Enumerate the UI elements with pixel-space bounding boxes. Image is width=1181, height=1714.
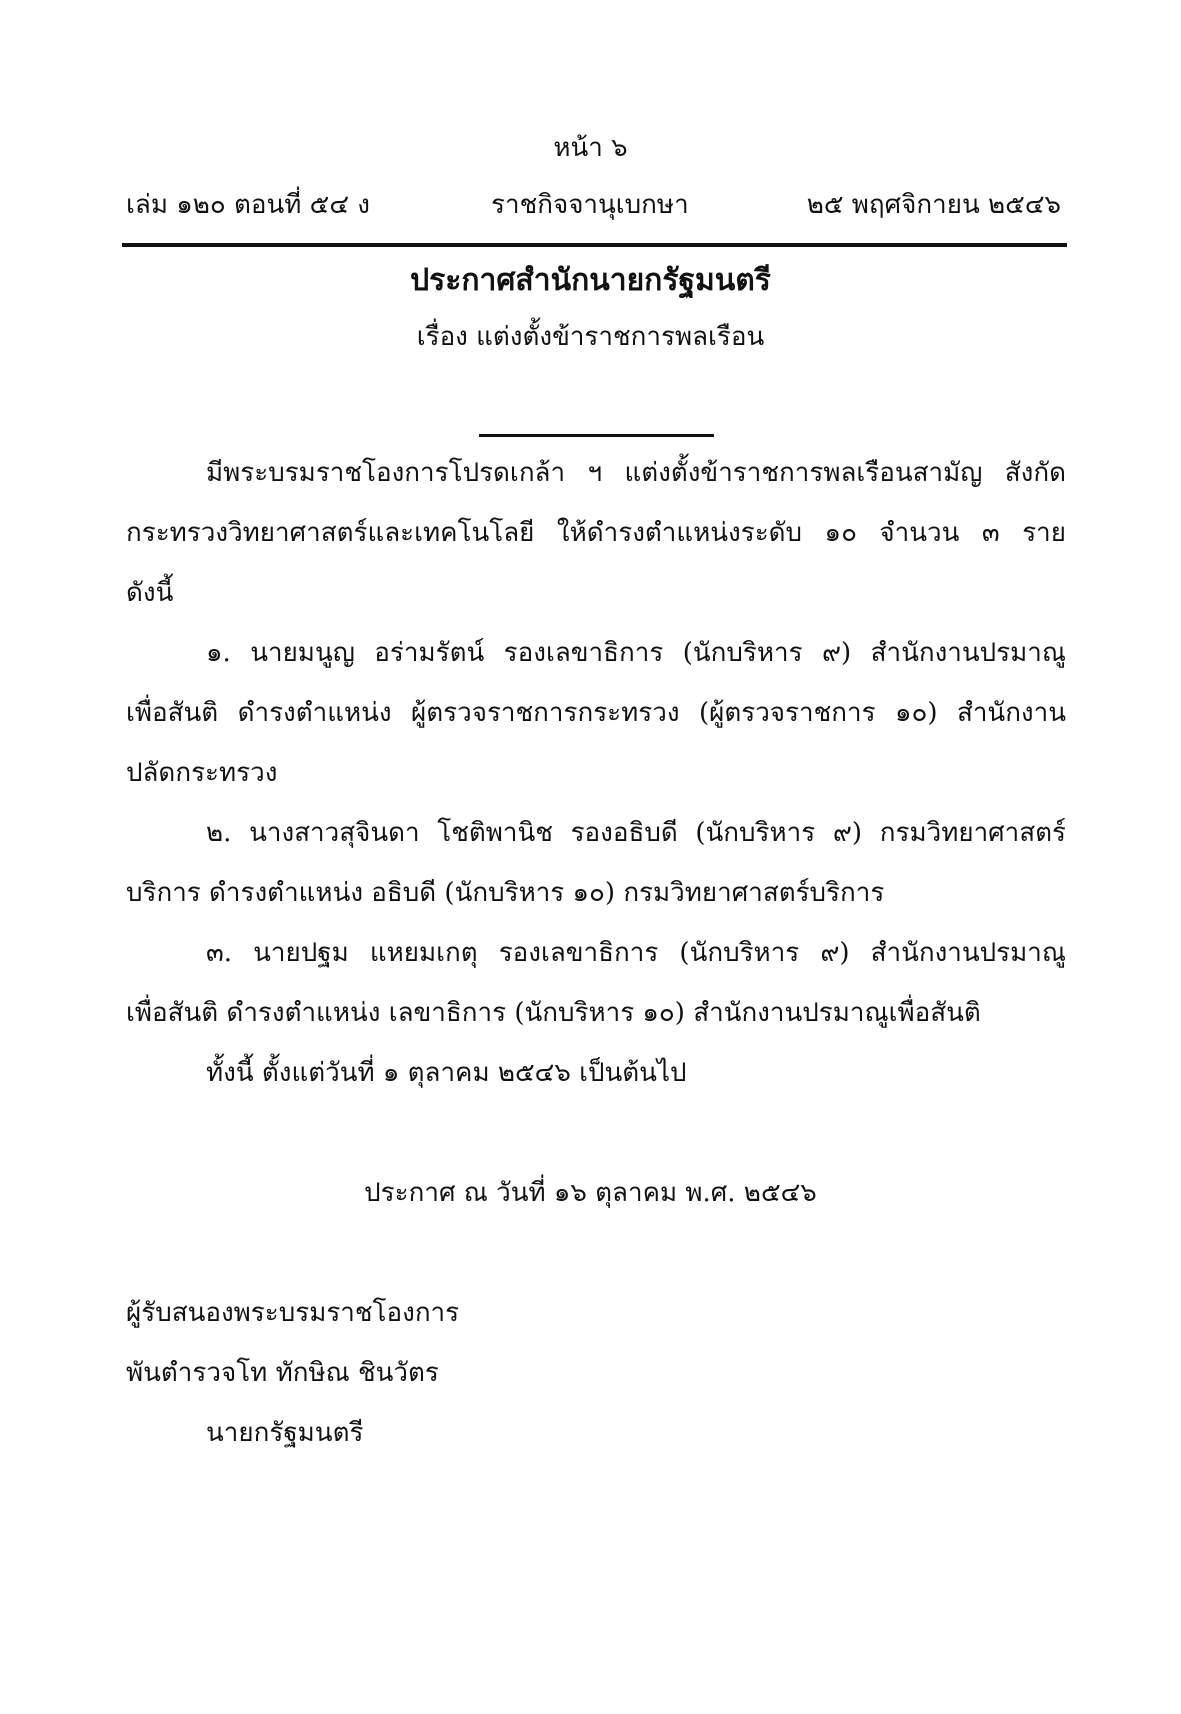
item-1-line-3: ปลัดกระทรวง: [126, 758, 278, 788]
item-3-line-2: เพื่อสันติ ดำรงตำแหน่ง เลขาธิการ (นักบริหาร ๑๐) สำนักงานปรมาณูเพื่อสันติ: [126, 998, 981, 1028]
announcement-title: ประกาศสำนักนายกรัฐมนตรี: [410, 263, 771, 298]
signatory-position: นายกรัฐมนตรี: [206, 1418, 364, 1448]
header-rule: [122, 243, 1067, 247]
publication-name: ราชกิจจานุเบกษา: [491, 190, 689, 220]
page-number: หน้า ๖: [553, 133, 628, 163]
item-2-line-1: ๒. นางสาวสุจินดา โชติพานิช รองอธิบดี (นักบริหาร ๙) กรมวิทยาศาสตร์: [206, 818, 1066, 848]
announcement-subject: เรื่อง แต่งตั้งข้าราชการพลเรือน: [416, 322, 765, 352]
intro-line-2: กระทรวงวิทยาศาสตร์และเทคโนโลยี ให้ดำรงตำแหน่งระดับ ๑๐ จำนวน ๓ ราย: [126, 518, 1066, 548]
intro-line-1: มีพระบรมราชโองการโปรดเกล้า ฯ แต่งตั้งข้าราชการพลเรือนสามัญ สังกัด: [206, 458, 1066, 488]
effective-date: ทั้งนี้ ตั้งแต่วันที่ ๑ ตุลาคม ๒๕๔๖ เป็นต้นไป: [206, 1058, 687, 1088]
volume-issue: เล่ม ๑๒๐ ตอนที่ ๕๔ ง: [126, 190, 370, 220]
intro-line-3: ดังนี้: [126, 578, 174, 608]
item-1-line-1: ๑. นายมนูญ อร่ามรัตน์ รองเลขาธิการ (นักบริหาร ๙) สำนักงานปรมาณู: [206, 638, 1066, 668]
publication-date: ๒๕ พฤศจิกายน ๒๕๔๖: [806, 190, 1061, 220]
countersign-label: ผู้รับสนองพระบรมราชโองการ: [126, 1298, 460, 1328]
item-3-line-1: ๓. นายปฐม แหยมเกตุ รองเลขาธิการ (นักบริหาร ๙) สำนักงานปรมาณู: [206, 938, 1066, 968]
item-1-line-2: เพื่อสันติ ดำรงตำแหน่ง ผู้ตรวจราชการกระทรวง (ผู้ตรวจราชการ ๑๐) สำนักงาน: [126, 698, 1066, 728]
announced-date: ประกาศ ณ วันที่ ๑๖ ตุลาคม พ.ศ. ๒๕๔๖: [364, 1178, 817, 1208]
item-2-line-2: บริการ ดำรงตำแหน่ง อธิบดี (นักบริหาร ๑๐) กรมวิทยาศาสตร์บริการ: [126, 878, 885, 908]
title-divider: [479, 434, 714, 437]
signatory-name: พันตำรวจโท ทักษิณ ชินวัตร: [126, 1358, 439, 1388]
